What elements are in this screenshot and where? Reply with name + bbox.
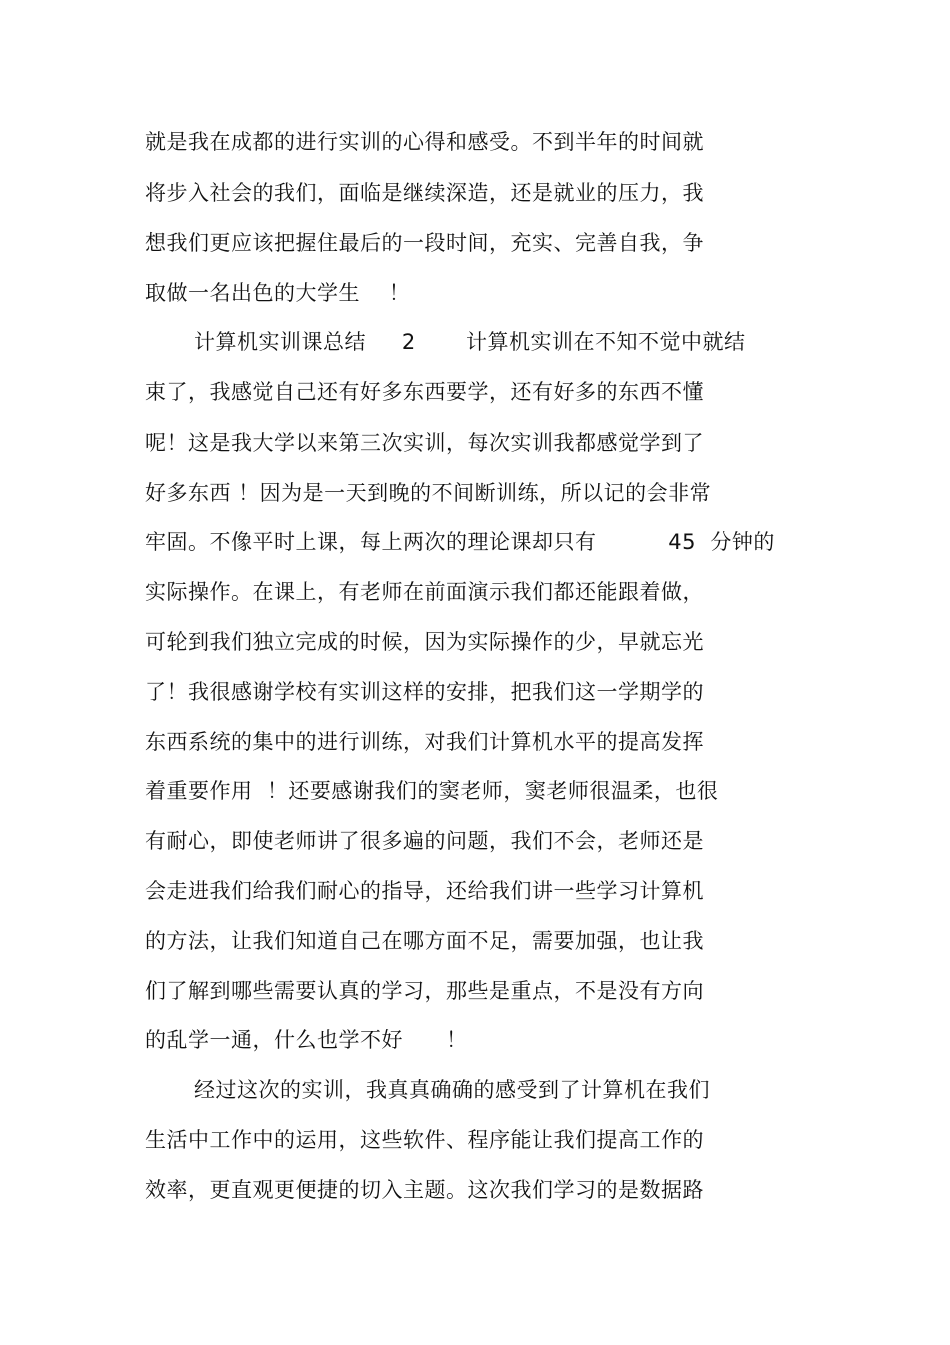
text-line: 束了，我感觉自己还有好多东西要学，还有好多的东西不懂 [145,380,704,404]
text-line: 有耐心，即使老师讲了很多遍的问题，我们不会，老师还是 [145,829,704,853]
text-line: 生活中工作中的运用，这些软件、程序能让我们提高工作的 [145,1128,704,1152]
text-line: 就是我在成都的进行实训的心得和感受。不到半年的时间就 [145,130,704,154]
text-line: 实际操作。在课上，有老师在前面演示我们都还能跟着做， [145,580,704,604]
text-line: 了！我很感谢学校有实训这样的安排，把我们这一学期学的 [145,680,704,704]
text-line: 经过这次的实训，我真真确确的感受到了计算机在我们 [194,1078,710,1102]
text-line: 计算机实训课总结 2 计算机实训在不知不觉中就结 [194,330,746,354]
text-line: 将步入社会的我们，面临是继续深造，还是就业的压力，我 [145,181,704,205]
text-line: 的乱学一通，什么也学不好 ！ [145,1028,468,1052]
text-line: 呢！这是我大学以来第三次实训，每次实训我都感觉学到了 [145,431,704,455]
text-line: 好多东西 ！因为是一天到晚的不间断训练，所以记的会非常 [145,481,712,505]
text-line: 效率，更直观更便捷的切入主题。这次我们学习的是数据路 [145,1178,704,1202]
text-line: 可轮到我们独立完成的时候，因为实际操作的少，早就忘光 [145,630,704,654]
text-line: 牢固。不像平时上课，每上两次的理论课却只有 45 分钟的 [145,530,775,554]
text-line: 们了解到哪些需要认真的学习，那些是重点，不是没有方向 [145,979,704,1003]
text-line: 会走进我们给我们耐心的指导，还给我们讲一些学习计算机 [145,879,704,903]
text-line: 想我们更应该把握住最后的一段时间，充实、完善自我，争 [145,231,704,255]
text-line: 取做一名出色的大学生 ！ [145,281,411,305]
text-line: 的方法，让我们知道自己在哪方面不足，需要加强，也让我 [145,929,704,953]
text-line: 东西系统的集中的进行训练，对我们计算机水平的提高发挥 [145,730,704,754]
text-line: 着重要作用 ！还要感谢我们的窦老师，窦老师很温柔，也很 [145,779,719,803]
